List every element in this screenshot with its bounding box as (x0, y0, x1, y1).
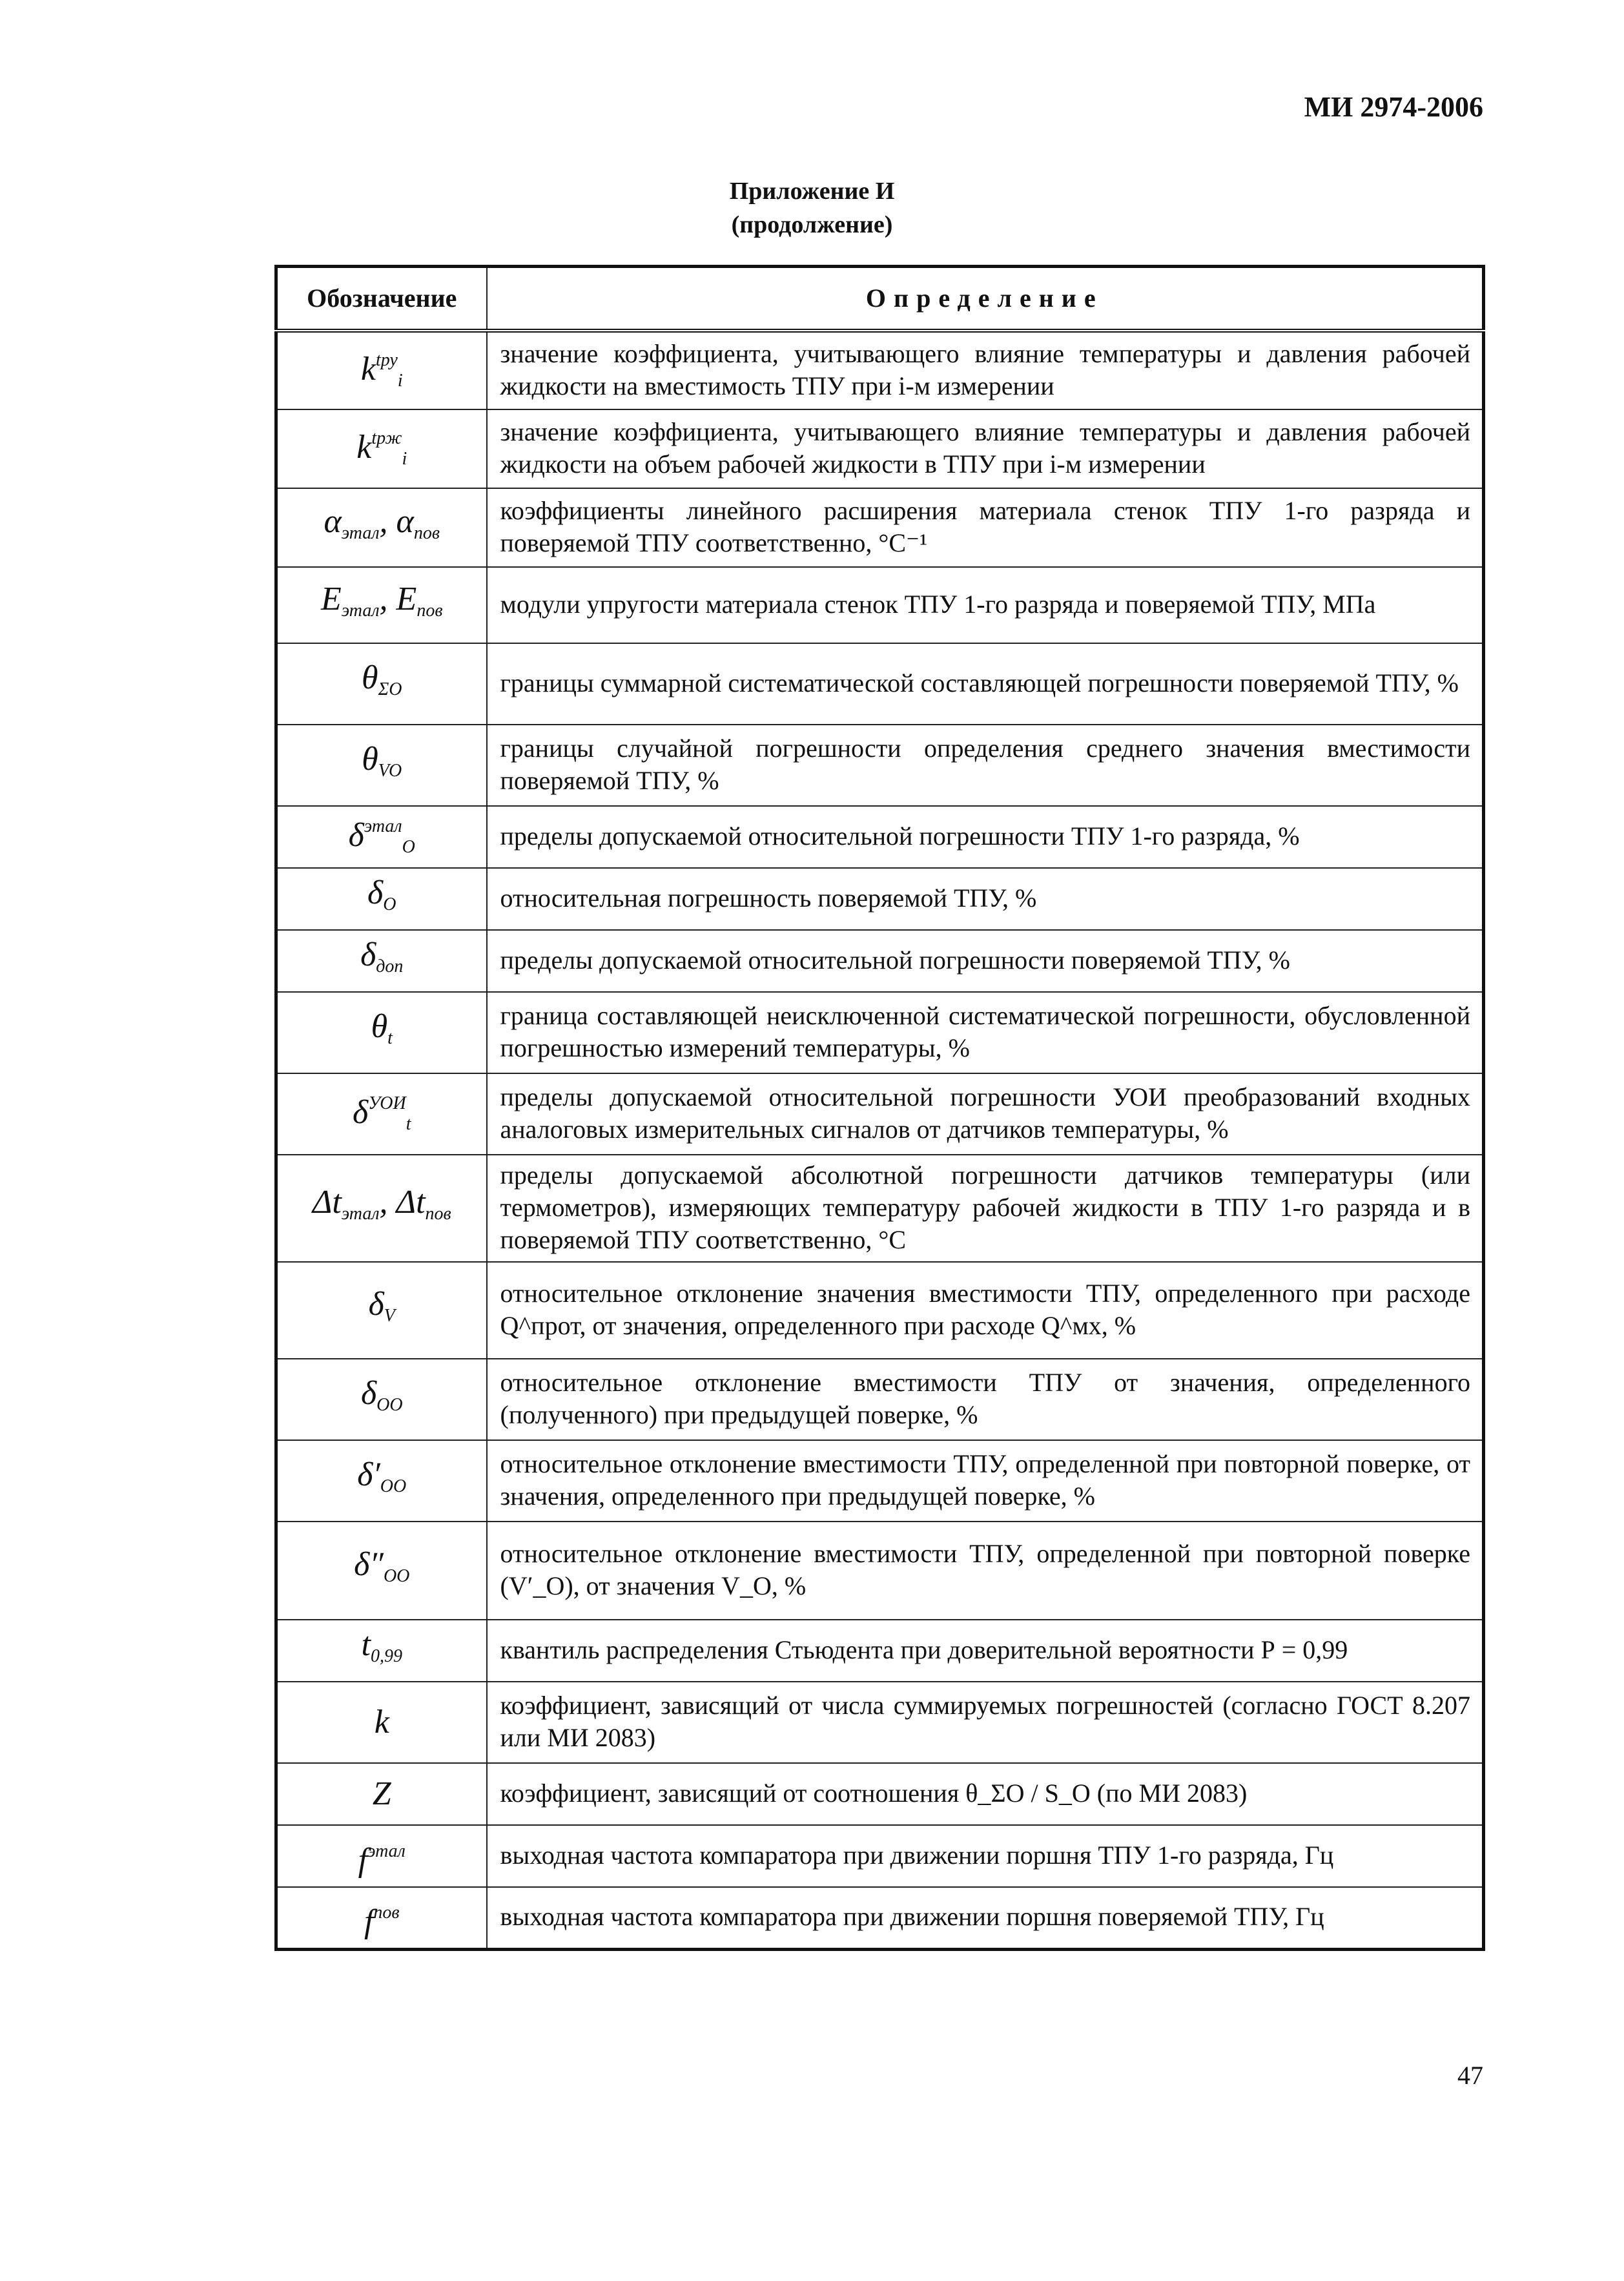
definition-cell: значение коэффициента, учитывающего влияние температуры и давления рабочей жидкости на вместимость ТПУ при i-м измерении (487, 331, 1484, 409)
symbol-cell: k (276, 1682, 487, 1763)
table-row (276, 1763, 1484, 1825)
definition-cell: относительная погрешность поверяемой ТПУ, % (487, 868, 1484, 930)
definition-cell: пределы допускаемой абсолютной погрешности датчиков температуры (или термометров), измеряющих температуру рабочей жидкости в ТПУ 1-го разряда и в поверяемой ТПУ соответственно, °С (487, 1155, 1484, 1262)
table-row (276, 409, 1484, 488)
table-row (276, 806, 1484, 868)
symbol-cell: Z (276, 1763, 487, 1825)
table-row (276, 1359, 1484, 1440)
definition-cell: значение коэффициента, учитывающего влияние температуры и давления рабочей жидкости на объем рабочей жидкости в ТПУ при i-м измерении (487, 409, 1484, 488)
symbol-cell: $\delta'_{OO}$ (276, 1440, 487, 1522)
table-row (276, 488, 1484, 567)
symbol-cell: $\theta_{VO}$ (276, 725, 487, 806)
document-number: МИ 2974-2006 (1304, 91, 1483, 123)
column-header-symbol: Обозначение (276, 267, 487, 331)
symbol-cell: $\delta_{доп}$ (276, 930, 487, 992)
definition-cell: выходная частота компаратора при движении поршня поверяемой ТПУ, Гц (487, 1887, 1484, 1949)
table-row (276, 930, 1484, 992)
appendix-title: Приложение И (729, 178, 895, 205)
page-number: 47 (1457, 2061, 1483, 2090)
symbol-cell: $f^{пов}$ (276, 1887, 487, 1949)
table-row (276, 643, 1484, 725)
symbol-cell: $\delta_O$ (276, 868, 487, 930)
table-row (276, 331, 1484, 409)
table-row (276, 1887, 1484, 1949)
symbol-cell: $\theta_{\Sigma О}$ (276, 643, 487, 725)
symbol-cell: $\delta_{OO}$ (276, 1359, 487, 1440)
appendix-heading (0, 174, 1624, 242)
definition-cell: модули упругости материала стенок ТПУ 1-го разряда и поверяемой ТПУ, МПа (487, 567, 1484, 643)
table-row (276, 1262, 1484, 1359)
table-row (276, 868, 1484, 930)
definition-cell: выходная частота компаратора при движении поршня ТПУ 1-го разряда, Гц (487, 1825, 1484, 1887)
appendix-subtitle: (продолжение) (731, 211, 893, 238)
symbol-cell: $\Delta t_{этал}$, $\Delta t_{пов}$ (276, 1155, 487, 1262)
symbol-cell: $\delta^{этал}_O$ (276, 806, 487, 868)
definitions-table (274, 265, 1485, 1951)
table-row (276, 1522, 1484, 1620)
definition-cell: коэффициент, зависящий от соотношения θ_ΣО / S_O (по МИ 2083) (487, 1763, 1484, 1825)
table-header-row (276, 267, 1484, 331)
table-row (276, 1155, 1484, 1262)
table-row (276, 1620, 1484, 1682)
definition-cell: относительное отклонение вместимости ТПУ, определенной при повторной поверке, от значения, определенного при предыдущей поверке, % (487, 1440, 1484, 1522)
definition-cell: границы суммарной систематической составляющей погрешности поверяемой ТПУ, % (487, 643, 1484, 725)
definition-cell: пределы допускаемой относительной погрешности УОИ преобразований входных аналоговых измерительных сигналов от датчиков температуры, % (487, 1073, 1484, 1155)
definition-cell: относительное отклонение вместимости ТПУ, определенной при повторной поверке (V′_O), от значения V_O, % (487, 1522, 1484, 1620)
symbol-cell: $k^{tру}_i$ (276, 331, 487, 409)
symbol-cell: $\delta^{УОИ}_t$ (276, 1073, 487, 1155)
table-row (276, 1440, 1484, 1522)
table-row (276, 567, 1484, 643)
symbol-cell: $f^{этал}$ (276, 1825, 487, 1887)
symbol-cell: $\delta''_{OO}$ (276, 1522, 487, 1620)
definition-cell: относительное отклонение значения вместимости ТПУ, определенного при расходе Q^прот, от значения, определенного при расходе Q^мх, % (487, 1262, 1484, 1359)
symbol-cell: $\delta_V$ (276, 1262, 487, 1359)
definition-cell: граница составляющей неисключенной систематической погрешности, обусловленной погрешностью измерений температуры, % (487, 992, 1484, 1073)
definition-cell: коэффициенты линейного расширения материала стенок ТПУ 1-го разряда и поверяемой ТПУ соответственно, °С⁻¹ (487, 488, 1484, 567)
symbol-cell: $\alpha_{этал}$, $\alpha_{пов}$ (276, 488, 487, 567)
symbol-cell: $k^{tрж}_i$ (276, 409, 487, 488)
definition-cell: относительное отклонение вместимости ТПУ от значения, определенного (полученного) при предыдущей поверке, % (487, 1359, 1484, 1440)
symbol-cell: $E_{этал}$, $E_{пов}$ (276, 567, 487, 643)
symbol-cell: $\theta_t$ (276, 992, 487, 1073)
table-row (276, 1682, 1484, 1763)
column-header-definition: Определение (487, 267, 1484, 331)
table-row (276, 1825, 1484, 1887)
definition-cell: пределы допускаемой относительной погрешности ТПУ 1-го разряда, % (487, 806, 1484, 868)
definition-cell: границы случайной погрешности определения среднего значения вместимости поверяемой ТПУ, % (487, 725, 1484, 806)
table-row (276, 992, 1484, 1073)
symbol-cell: $t_{0,99}$ (276, 1620, 487, 1682)
table-row (276, 1073, 1484, 1155)
definition-cell: пределы допускаемой относительной погрешности поверяемой ТПУ, % (487, 930, 1484, 992)
definition-cell: коэффициент, зависящий от числа суммируемых погрешностей (согласно ГОСТ 8.207 или МИ 2083) (487, 1682, 1484, 1763)
table-row (276, 725, 1484, 806)
definition-cell: квантиль распределения Стьюдента при доверительной вероятности Р = 0,99 (487, 1620, 1484, 1682)
